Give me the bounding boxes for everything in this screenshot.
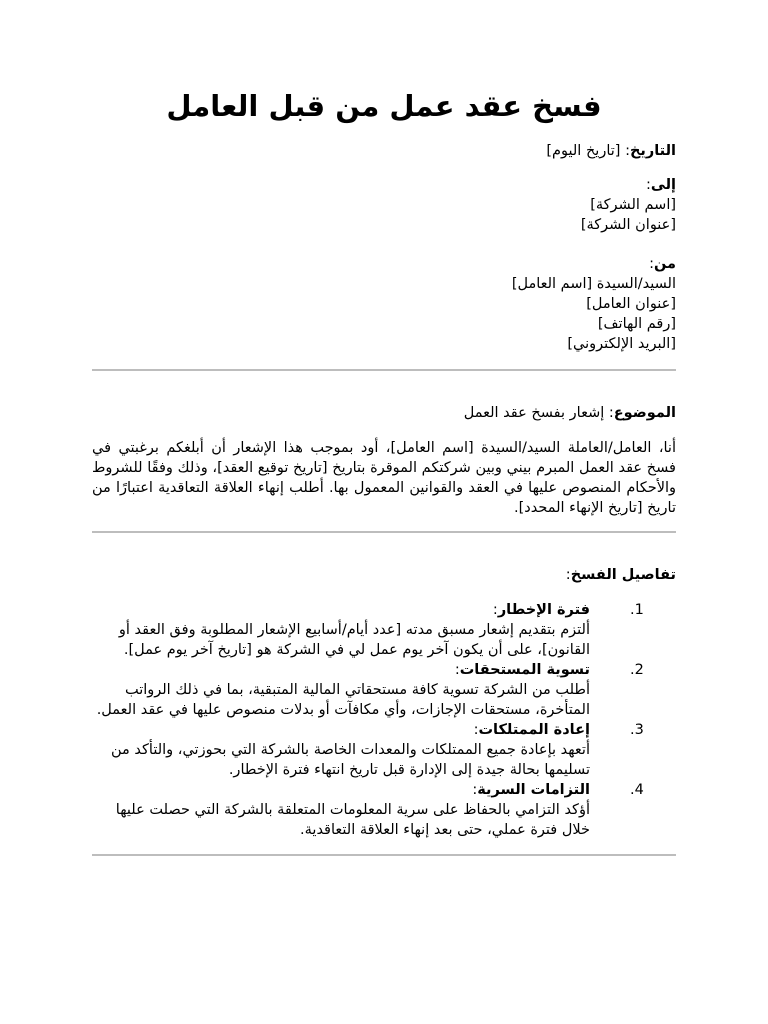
term-title: فترة الإخطار	[497, 601, 590, 618]
to-line: إلى:	[646, 177, 676, 193]
employee-phone: [رقم الهاتف]	[597, 316, 676, 332]
term-text: أؤكد التزامي بالحفاظ على سرية المعلومات المتعلقة بالشركة التي حصلت عليها خلال فترة عملي، حتى بعد إنهاء العلاقة التعاقدية.	[115, 801, 590, 838]
employee-name: السيد/السيدة [اسم العامل]	[511, 276, 676, 292]
term-title: تسوية المستحقات	[459, 661, 590, 678]
from-line: من:	[649, 256, 676, 272]
date-label: التاريخ	[629, 143, 676, 159]
divider	[92, 369, 676, 371]
employee-email: [البريد الإلكتروني]	[567, 336, 676, 352]
company-name: [اسم الشركة]	[590, 197, 676, 213]
date-value: [تاريخ اليوم]	[546, 143, 621, 159]
subject-label: الموضوع	[613, 405, 676, 421]
term-item: 1. فترة الإخطار: ألتزم بتقديم إشعار مسبق مدته [عدد أيام/أسابيع الإشعار المطلوبة وفق العقد أو القانون]، على أن يكون آخر يوم عمل لي في الشركة هو [تاريخ آخر يوم عمل].	[92, 600, 676, 660]
term-text: أطلب من الشركة تسوية كافة مستحقاتي المالية المتبقية، بما في ذلك الرواتب المتأخرة، مستحقات الإجازات، وأي مكافآت أو بدلات منصوص عليها في عقد العمل.	[96, 681, 590, 718]
employee-address: [عنوان العامل]	[586, 296, 676, 312]
term-title: إعادة الممتلكات	[478, 721, 590, 738]
subject-value: إشعار بفسخ عقد العمل	[463, 405, 605, 421]
divider	[92, 854, 676, 856]
term-title: التزامات السرية	[477, 781, 590, 798]
subject-line: الموضوع: إشعار بفسخ عقد العمل	[463, 405, 676, 421]
term-number: 3.	[630, 721, 644, 738]
term-item: 3. إعادة الممتلكات: أتعهد بإعادة جميع الممتلكات والمعدات الخاصة بالشركة التي بحوزتي، والتأكد من تسليمها بحالة جيدة إلى الإدارة قبل تاريخ انتهاء فترة الإخطار.	[92, 720, 676, 780]
terms-list	[92, 600, 644, 840]
company-address: [عنوان الشركة]	[580, 217, 676, 233]
term-item: 2. تسوية المستحقات: أطلب من الشركة تسوية كافة مستحقاتي المالية المتبقية، بما في ذلك الرواتب المتأخرة، مستحقات الإجازات، وأي مكافآت أو بدلات منصوص عليها في عقد العمل.	[92, 660, 676, 720]
from-label: من	[653, 256, 676, 272]
term-item: 4. التزامات السرية: أؤكد التزامي بالحفاظ على سرية المعلومات المتعلقة بالشركة التي حصلت عليها خلال فترة عملي، حتى بعد إنهاء العلاقة التعاقدية.	[92, 780, 676, 840]
page-title: فسخ عقد عمل من قبل العامل	[166, 89, 602, 123]
details-heading: تفاصيل الفسخ:	[565, 567, 676, 583]
term-text: ألتزم بتقديم إشعار مسبق مدته [عدد أيام/أسابيع الإشعار المطلوبة وفق العقد أو القانون]، على أن يكون آخر يوم عمل لي في الشركة هو [تاريخ آخر يوم عمل].	[118, 621, 590, 658]
term-number: 1.	[630, 601, 644, 618]
to-label: إلى	[650, 177, 676, 193]
term-number: 2.	[630, 661, 644, 678]
terms-list-wrapper	[92, 600, 644, 840]
term-text: أتعهد بإعادة جميع الممتلكات والمعدات الخاصة بالشركة التي بحوزتي، والتأكد من تسليمها بحالة جيدة إلى الإدارة قبل تاريخ انتهاء فترة الإخطار.	[111, 741, 590, 778]
divider	[92, 531, 676, 533]
details-label: تفاصيل الفسخ	[570, 567, 676, 583]
term-number: 4.	[630, 781, 644, 798]
date-line: التاريخ: [تاريخ اليوم]	[546, 143, 676, 159]
body-paragraph: أنا، العامل/العاملة السيد/السيدة [اسم العامل]، أود بموجب هذا الإشعار أن أبلغكم برغبتي في فسخ عقد العمل المبرم بيني وبين شركتكم الموقرة بتاريخ [تاريخ توقيع العقد]، وذلك وفقًا للشروط والأحكام المنصوص عليها في العقد والقوانين المعمول بها. أطلب إنهاء العلاقة التعاقدية اعتبارًا من تاريخ [تاريخ الإنهاء المحدد].	[92, 440, 676, 516]
